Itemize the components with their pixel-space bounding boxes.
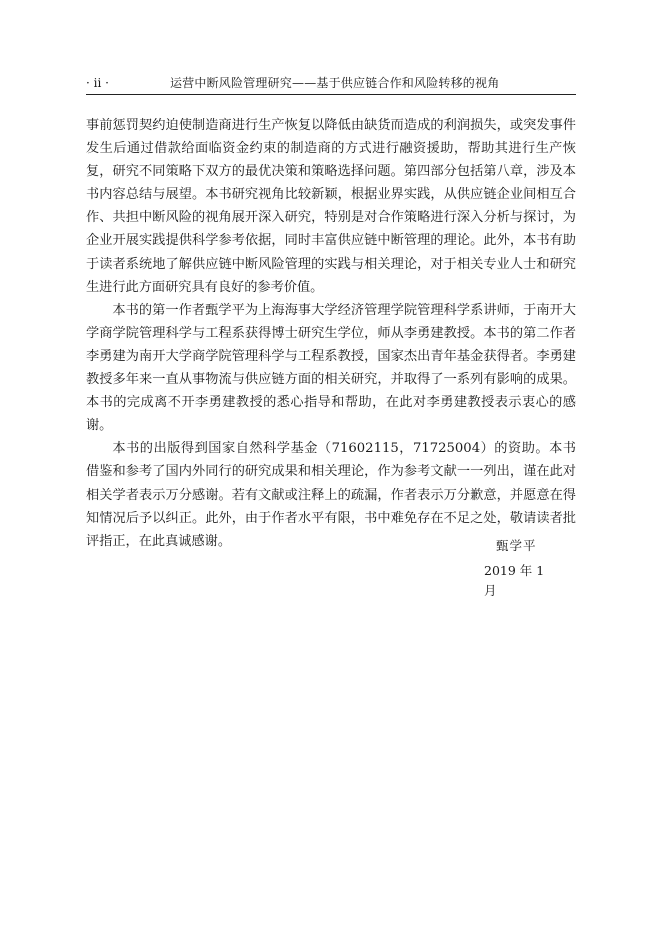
- paragraph-continuation: 事前惩罚契约迫使制造商进行生产恢复以降低由缺货而造成的利润损失，或突发事件发生后通过借款给面临资金约束的制造商的方式进行融资援助，帮助其进行生产恢复，研究不同策略下双方的最优决策和策略选择问题。第四部分包括第八章，涉及本书内容总结与展望。本书研究视角比较新颖，根据业界实践，从供应链企业间相互合作、共担中断风险的视角展开深入研究，特别是对合作策略进行深入分析与探讨，为企业开展实践提供科学参考依据，同时丰富供应链中断管理的理论。此外，本书有助于读者系统地了解供应链中断风险管理的实践与相关理论，对于相关专业人士和研究生进行此方面研究具有良好的参考价值。: [86, 118, 576, 295]
- page-number: · ii ·: [86, 76, 109, 90]
- running-title: 运营中断风险管理研究——基于供应链合作和风险转移的视角: [170, 76, 500, 90]
- signature-date: 2019 年 1 月: [484, 563, 545, 598]
- body-text: [86, 114, 576, 553]
- signature-block: [440, 536, 560, 601]
- paragraph-authors: 本书的第一作者甄学平为上海海事大学经济管理学院管理科学系讲师，于南开大学商学院管理科学与工程系获得博士研究生学位，师从李勇建教授。本书的第二作者李勇建为南开大学商学院管理科学与工程系教授，国家杰出青年基金获得者。李勇建教授多年来一直从事物流与供应链方面的相关研究，并取得了一系列有影响的成果。本书的完成离不开李勇建教授的悉心指导和帮助，在此对李勇建教授表示衷心的感谢。: [86, 302, 576, 434]
- signature-author: 甄学平: [496, 538, 537, 553]
- paragraph-acknowledgements: 本书的出版得到国家自然科学基金（71602115，71725004）的资助。本书借鉴和参考了国内外同行的研究成果和相关理论，作为参考文献一一列出，谨在此对相关学者表示万分感谢。若有文献或注释上的疏漏，作者表示万分歉意，并愿意在得知情况后予以纠正。此外，由于作者水平有限，书中难免存在不足之处，敬请读者批评指正，在此真诚感谢。: [86, 441, 576, 549]
- running-header: [86, 74, 576, 92]
- header-rule: [86, 94, 576, 95]
